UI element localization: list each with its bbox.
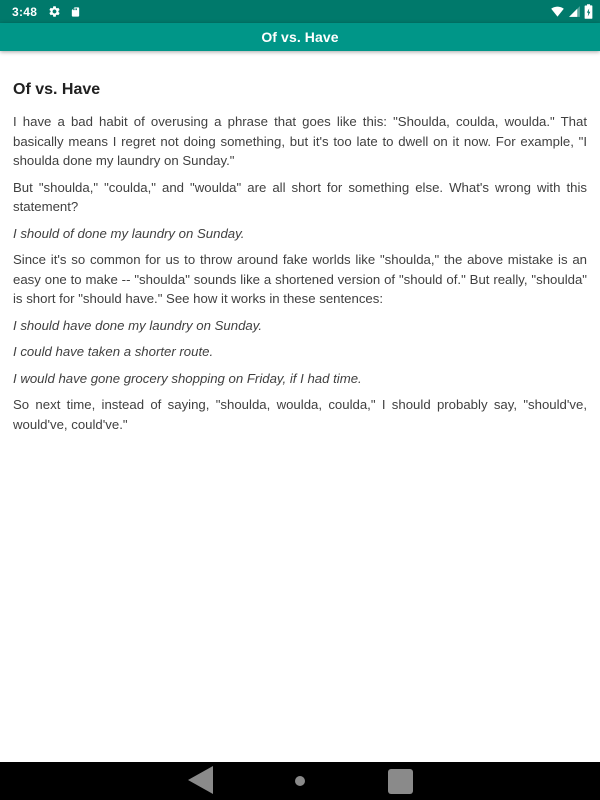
recents-icon <box>388 769 413 794</box>
app-bar <box>0 23 600 51</box>
home-button[interactable] <box>295 776 305 786</box>
navigation-bar <box>0 762 600 800</box>
article-paragraph-example: I should of done my laundry on Sunday. <box>13 225 245 241</box>
battery-charging-icon <box>584 4 593 19</box>
sd-card-icon <box>70 5 81 19</box>
article-paragraph-example: I should have done my laundry on Sunday. <box>13 317 263 333</box>
article-paragraph: I have a bad habit of overusing a phrase that goes like this: "Shoulda, coulda, woulda." That basically means I regret not doing something, but it's too late to dwell on it now. For example, "I shoulda done my laundry on Sunday." <box>13 114 587 168</box>
article-content[interactable] <box>0 51 600 762</box>
back-button[interactable] <box>188 766 213 797</box>
cellular-signal-icon <box>568 5 581 18</box>
status-right-icons <box>550 4 593 19</box>
article-paragraph-example: I could have taken a shorter route. <box>13 344 214 359</box>
app-bar-title: Of vs. Have <box>261 29 339 45</box>
article-paragraph-example: I would have gone grocery shopping on Friday, if I had time. <box>13 370 362 386</box>
back-icon <box>188 766 213 797</box>
status-left-icons <box>48 5 81 19</box>
recents-button[interactable] <box>388 769 413 794</box>
status-clock: 3:48 <box>12 4 38 19</box>
article-paragraph: Since it's so common for us to throw around fake worlds like "shoulda," the above mistake is an easy one to make -- "shoulda" sounds like a shortened version of "should of." But really, "shoulda" is short for "should have." See how it works in these sentences: <box>13 252 587 306</box>
settings-gear-icon <box>48 5 61 18</box>
home-icon <box>295 776 305 786</box>
article-paragraph: So next time, instead of saying, "shoulda, woulda, coulda," I should probably say, "should've, would've, could've." <box>13 397 587 432</box>
wifi-icon <box>550 5 565 18</box>
status-bar <box>0 0 600 23</box>
article-paragraph: But "shoulda," "coulda," and "woulda" are all short for something else. What's wrong with this statement? <box>13 179 587 214</box>
article-heading: Of vs. Have <box>13 81 101 98</box>
